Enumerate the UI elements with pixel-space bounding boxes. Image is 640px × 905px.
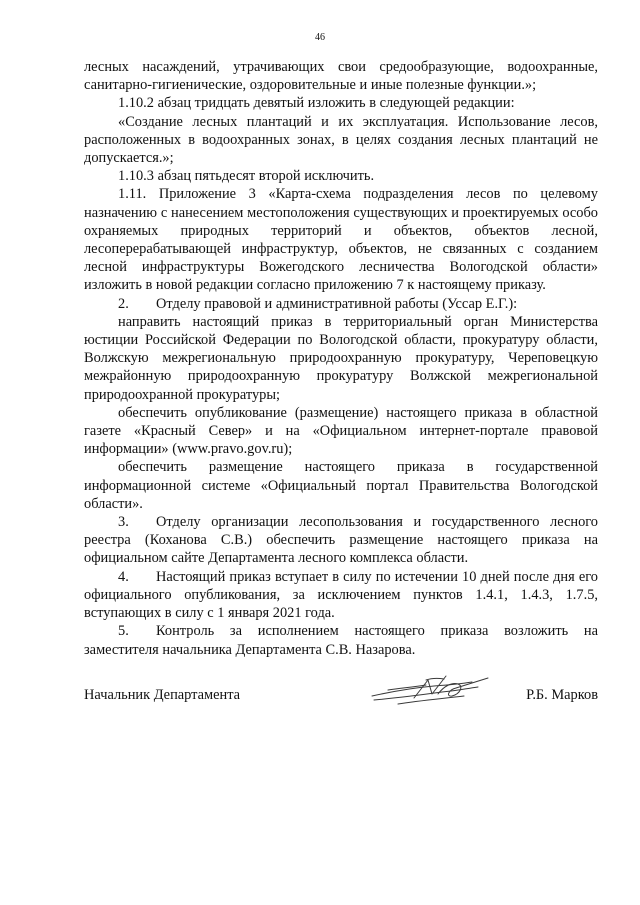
subitem-publication: обеспечить опубликование (размещение) настоящего приказа в областной газете «Красный Север» и на «Официальном интернет-портале правовой информации» (www.pravo.gov.ru); [84,404,598,458]
item-text: Отделу организации лесопользования и государственного лесного реестра (Коханова С.В.) обеспечить размещение настоящего приказа на официальном сайте Департамента лесного комплекса области. [84,514,598,567]
paragraph-1-10-3: 1.10.3 абзац пятьдесят второй исключить. [118,168,375,185]
signatory-name: Р.Б. Марков [526,687,598,703]
item-text: Контроль за исполнением настоящего приказа возложить на заместителя начальника Департамента С.В. Назарова. [84,623,598,658]
item-number: 3. [118,514,129,531]
item-number: 5. [118,623,129,640]
numbered-item-4 [84,568,598,623]
subitem-send-order: направить настоящий приказ в территориальный орган Министерства юстиции Российской Федерации по Вологодской области, прокуратуру области, Волжскую межрегиональную природоохранную прокуратуру, Череповецкую межрайонную природоохранную прокуратуру Волжской межрегиональной природоохранной прокуратуры; [84,313,598,403]
numbered-item-2 [84,295,598,313]
signature-block [84,686,598,706]
numbered-item-5 [84,622,598,658]
handwritten-signature [368,668,496,716]
signatory-position: Начальник Департамента [84,687,241,703]
paragraph-1-11: 1.11. Приложение 3 «Карта-схема подразделения лесов по целевому назначению с нанесением местоположения существующих и проектируемых особо охраняемых природных территорий и объектов, объектов лесной, лесоперерабатывающей инфраструктур, объектов, не связанных с созданием лесной инфраструктуры Вожегодского лесничества Вологодской области» изложить в новой редакции согласно приложению 7 к настоящему приказу. [84,186,598,294]
numbered-item-3 [84,513,598,568]
item-text: Отделу правовой и административной работы (Уссар Е.Г.): [156,295,518,312]
page-number: 46 [315,32,325,43]
subitem-placement: обеспечить размещение настоящего приказа в государственной информационной системе «Официальный портал Правительства Вологодской области». [84,459,598,512]
paragraph-continuation: лесных насаждений, утрачивающих свои средообразующие, водоохранные, санитарно-гигиенические, оздоровительные и иные полезные функции.»; [84,59,598,94]
item-number: 2. [118,295,129,312]
paragraph-1-10-2: 1.10.2 абзац тридцать девятый изложить в следующей редакции: [118,95,515,112]
item-number: 4. [118,568,129,585]
document-body [84,58,598,659]
paragraph-quote-plantations: «Создание лесных плантаций и их эксплуатация. Использование лесов, расположенных в водоохранных зонах, в целях создания лесных плантаций не допускается.»; [84,113,598,167]
item-text: Настоящий приказ вступает в силу по истечении 10 дней после дня его официального опубликования, за исключением пунктов 1.4.1, 1.4.3, 1.7.5, вступающих в силу с 1 января 2021 года. [84,568,598,622]
